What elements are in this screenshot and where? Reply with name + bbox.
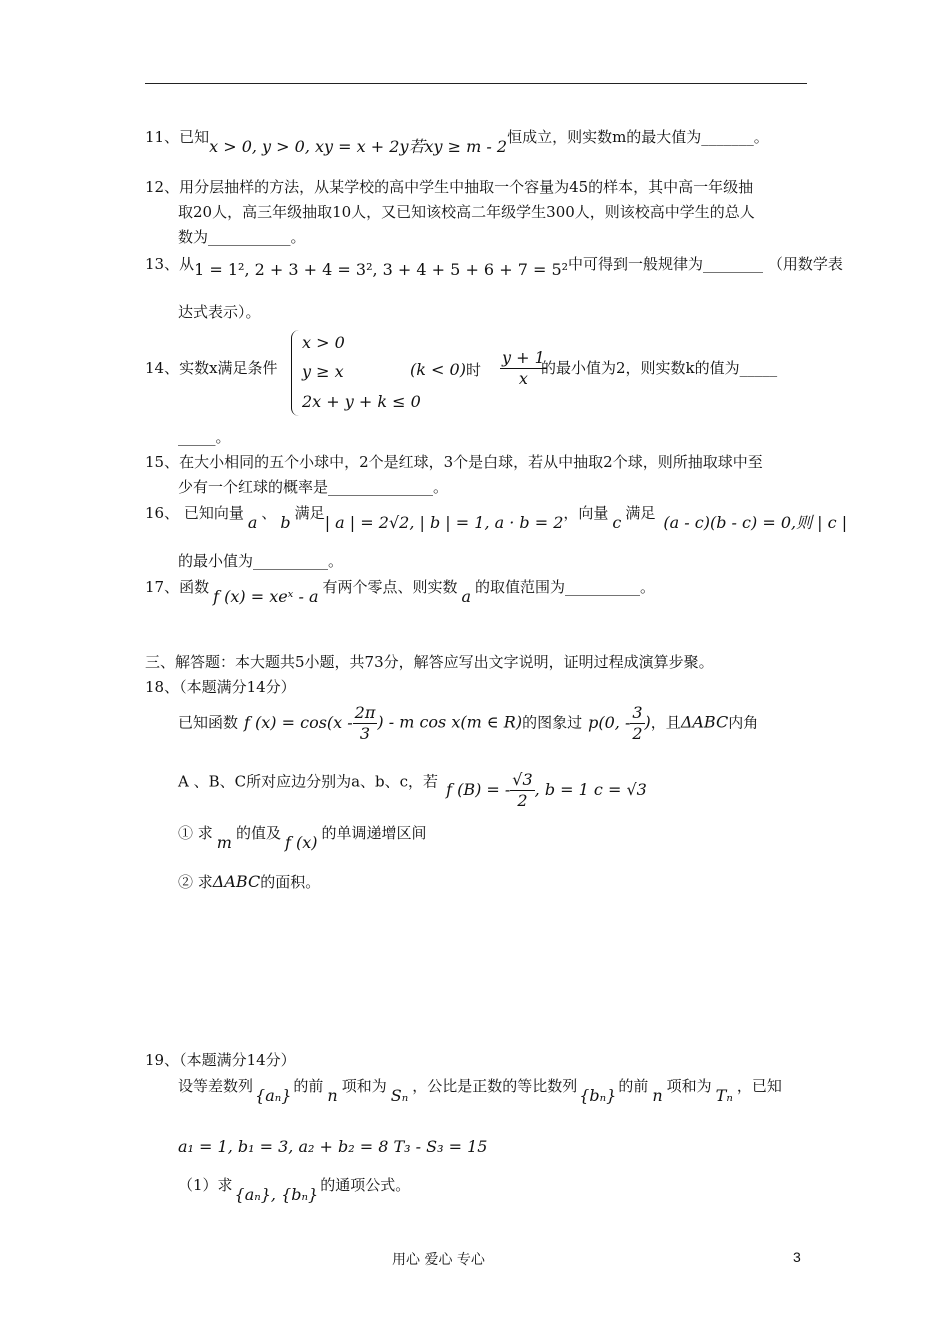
question-13 xyxy=(145,254,843,279)
q16-satisfy: 满足 xyxy=(294,504,325,522)
q14-number: 14、实数x满足条件 xyxy=(145,359,278,377)
page-number: 3 xyxy=(793,1249,801,1265)
question-11 xyxy=(145,127,769,156)
q18-sub1-b: 的值及 xyxy=(235,824,281,842)
q19-text-d: ，公比是正数的等比数列 xyxy=(412,1077,578,1095)
q17-text: 的取值范围为__________。 xyxy=(475,578,656,596)
q16-vec-b: b xyxy=(280,513,291,532)
q18-s-den: 2 xyxy=(517,791,528,810)
q18-text-c: ，且 xyxy=(650,713,681,732)
q13-number: 13、从 xyxy=(145,255,195,273)
question-16 xyxy=(145,503,848,532)
q18-text-b: 的图象过 xyxy=(522,713,583,732)
q16-formula1: | a | = 2√2, | b | = 1, a · b = 2 xyxy=(324,513,564,532)
q18-frac-num: 2π xyxy=(354,703,376,722)
q19-sub1-b: 的通项公式。 xyxy=(320,1176,411,1194)
q18-sub1-a: ① 求 xyxy=(178,824,213,842)
q14-text: 的最小值为2，则实数k的值为_____ xyxy=(541,359,778,377)
q19-an: {aₙ} xyxy=(255,1086,292,1105)
q18-formula-c: f (B) = - xyxy=(446,779,511,799)
q18-title: 18、（本题满分14分） xyxy=(145,678,296,696)
q18-point-close: ) xyxy=(644,712,651,732)
q18-sub1-m: m xyxy=(216,833,232,852)
q18-sub1 xyxy=(178,823,427,852)
question-14-line2: _____。 xyxy=(178,428,231,446)
q18-triangle: ΔABC xyxy=(680,712,729,732)
question-12-line2: 取20人，高三年级抽取10人，又已知该校高二年级学生300人，则该校高中学生的总人 xyxy=(178,203,755,221)
q19-text-g: ，已知 xyxy=(736,1077,782,1095)
q18-sub2-a: ② 求 xyxy=(178,873,213,891)
question-15-line2: 少有一个红球的概率是______________。 xyxy=(178,478,449,496)
q16-vec-c: c xyxy=(612,513,622,532)
q18-formula-d: , b = 1 c = √3 xyxy=(534,779,647,799)
q18-sub1-f: f (x) xyxy=(284,833,318,852)
q17-number: 17、函数 xyxy=(145,578,210,596)
q11-number: 11、已知 xyxy=(145,128,210,146)
q17-mid: 有两个零点、则实数 xyxy=(322,578,458,596)
q19-sub1-m: {aₙ}, {bₙ} xyxy=(234,1185,319,1204)
q14-k-cond xyxy=(410,360,481,380)
question-17 xyxy=(145,577,656,606)
q18-sub2 xyxy=(178,872,320,892)
q18-sub2-m: ΔABC xyxy=(212,872,261,891)
q19-bn: {bₙ} xyxy=(579,1086,617,1105)
q16-vec-a: a xyxy=(247,513,258,532)
q17-var-a: a xyxy=(461,587,472,606)
q14-k-formula: (k < 0) xyxy=(410,360,466,379)
q18-text-d: 内角 xyxy=(728,713,759,732)
q14-brace xyxy=(291,330,300,416)
q14-cond1: x > 0 xyxy=(302,333,345,352)
footer-text: 用心 爱心 专心 xyxy=(392,1252,485,1268)
q11-formula: x > 0, y > 0, xy = x + 2y若xy ≥ m - 2 xyxy=(209,137,508,156)
question-12-line1: 12、用分层抽样的方法，从某学校的高中学生中抽取一个容量为45的样本，其中高一年级抽 xyxy=(145,178,754,196)
q19-Tn: Tₙ xyxy=(715,1086,733,1105)
q13-text: 中可得到一般规律为________ （用数学表 xyxy=(568,255,843,273)
q18-point: p(0, - xyxy=(588,712,631,732)
q18-p-num: 3 xyxy=(632,703,643,722)
q19-n: n xyxy=(327,1086,338,1105)
q19-line1 xyxy=(178,1076,782,1105)
section-3-heading: 三、解答题：本大题共5小题，共73分，解答应写出文字说明，证明过程成演算步聚。 xyxy=(145,653,714,671)
q19-line2: a₁ = 1, b₁ = 3, a₂ + b₂ = 8 T₃ - S₃ = 15 xyxy=(178,1137,488,1156)
q19-sub1-a: （1）求 xyxy=(178,1176,233,1194)
q18-p-den: 2 xyxy=(632,724,643,743)
q18-text-e: A 、B、C所对应边分别为a、b、c，若 xyxy=(178,772,439,791)
q18-frac-den: 3 xyxy=(359,724,371,743)
q19-text-c: 项和为 xyxy=(341,1077,387,1095)
q19-text-b: 的前 xyxy=(293,1077,324,1095)
q16-mid: ，向量 xyxy=(563,504,609,522)
header-rule xyxy=(145,83,807,84)
q16-number: 16、 已知向量 xyxy=(145,504,244,522)
question-15-line1: 15、在大小相同的五个小球中，2个是红球，3个是白球，若从中抽取2个球，则所抽取球中至 xyxy=(145,453,763,471)
q16-satisfy2: 满足 xyxy=(625,504,656,522)
q18-formula-a: f (x) = cos(x - xyxy=(244,712,353,732)
question-16-line2: 的最小值为__________。 xyxy=(178,552,344,570)
q19-n2: n xyxy=(652,1086,663,1105)
q19-title: 19、（本题满分14分） xyxy=(145,1051,296,1069)
q18-sub1-c: 的单调递增区间 xyxy=(321,824,427,842)
q14-cond3: 2x + y + k ≤ 0 xyxy=(302,392,421,411)
q16-formula2: (a - c)(b - c) = 0,则 | c | xyxy=(663,513,848,532)
q19-text-f: 项和为 xyxy=(666,1077,712,1095)
q13-formula: 1 = 1², 2 + 3 + 4 = 3², 3 + 4 + 5 + 6 + 7 = 5² xyxy=(194,260,569,279)
q14-numerator: y + 1 xyxy=(502,348,545,367)
q14-cond2: y ≥ x xyxy=(302,362,344,381)
q19-text-e: 的前 xyxy=(618,1077,649,1095)
q14-fraction xyxy=(500,348,547,389)
q14-denominator: x xyxy=(518,369,528,388)
q17-formula: f (x) = xeˣ - a xyxy=(213,587,319,606)
question-13-line2: 达式表示）。 xyxy=(178,303,261,321)
q18-sub2-b: 的面积。 xyxy=(260,873,321,891)
q18-line1 xyxy=(178,703,758,744)
q19-text-a: 设等差数列 xyxy=(178,1077,254,1095)
q18-line2 xyxy=(178,762,647,810)
q18-formula-b: ) - m cos x(m ∈ R) xyxy=(377,712,523,732)
q19-sub1 xyxy=(178,1175,411,1204)
q18-text-a: 已知函数 xyxy=(178,713,239,732)
question-12-line3: 数为___________。 xyxy=(178,228,306,246)
q14-when: 时 xyxy=(465,361,481,379)
q16-sep: 、 xyxy=(261,504,277,522)
q11-text: 恒成立，则实数m的最大值为_______。 xyxy=(507,128,769,146)
q19-Sn: Sₙ xyxy=(390,1086,409,1105)
q18-s-num: √3 xyxy=(512,770,533,789)
